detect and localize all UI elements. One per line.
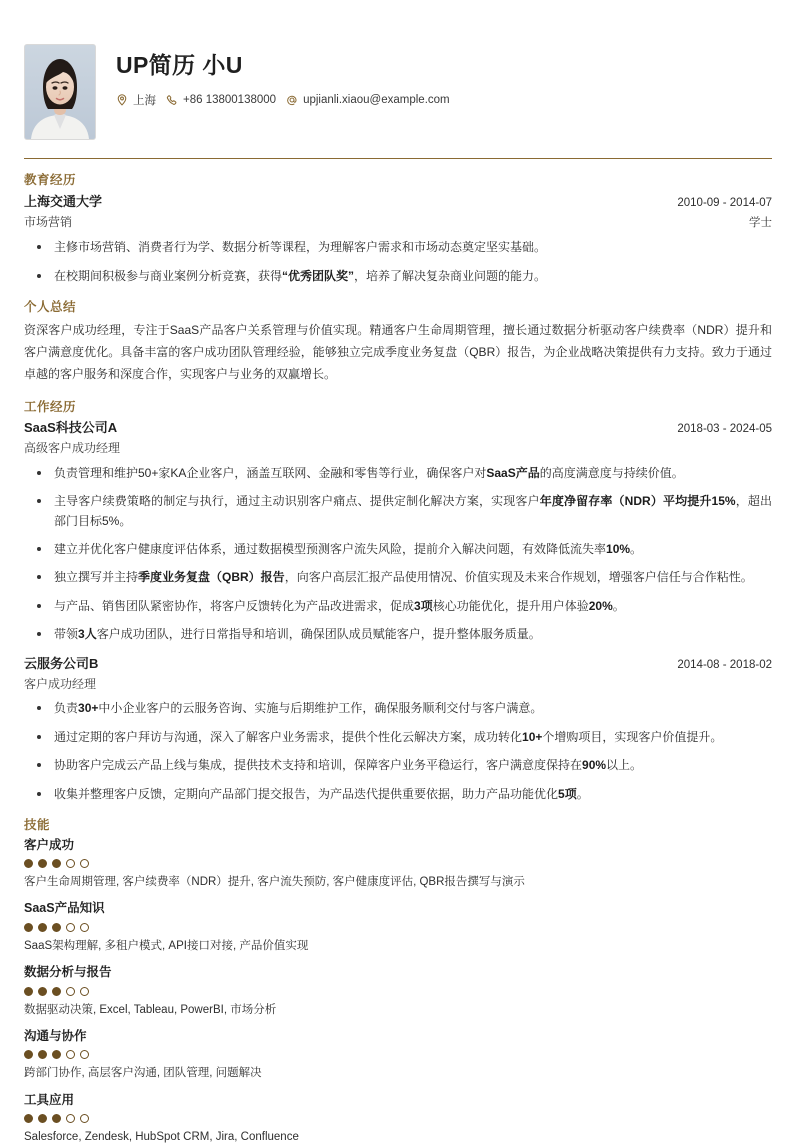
skill-dot-empty <box>80 987 89 996</box>
contact-location-value: 上海 <box>133 94 156 107</box>
skill-level-dots <box>24 1114 772 1123</box>
education-school: 上海交通大学 <box>24 193 103 209</box>
section-work <box>24 398 772 804</box>
work-bullets <box>24 699 772 804</box>
skill-dot-empty <box>66 923 75 932</box>
skill-dot-filled <box>52 1050 61 1059</box>
section-title-education: 教育经历 <box>24 173 77 187</box>
skill-dot-filled <box>24 1050 33 1059</box>
skill-dot-empty <box>66 1050 75 1059</box>
contact-list <box>116 92 772 108</box>
education-bullets <box>24 238 772 286</box>
skill-dot-filled <box>24 923 33 932</box>
bullet-item: 主修市场营销、消费者行为学、数据分析等课程，为理解客户需求和市场动态奠定坚实基础。 <box>24 238 772 257</box>
work-bullets <box>24 464 772 645</box>
skill-dot-filled <box>38 923 47 932</box>
skill-name: 数据分析与报告 <box>24 965 112 980</box>
identity-block <box>116 44 772 108</box>
education-major: 市场营销 <box>24 214 73 229</box>
skill-dot-empty <box>80 1114 89 1123</box>
skill-dot-filled <box>38 1050 47 1059</box>
bullet-item: 在校期间积极参与商业案例分析竞赛，获得“优秀团队奖”，培养了解决复杂商业问题的能力。 <box>24 267 772 286</box>
section-title-work: 工作经历 <box>24 399 77 414</box>
skill-keywords: 跨部门协作, 高层客户沟通, 团队管理, 问题解决 <box>24 1067 262 1080</box>
skill-dot-empty <box>66 987 75 996</box>
skill-dot-filled <box>38 1114 47 1123</box>
at-email-icon <box>286 94 298 106</box>
skill-item <box>24 900 772 955</box>
section-title-summary: 个人总结 <box>24 300 77 315</box>
education-date: 2010-09 - 2014-07 <box>677 196 772 209</box>
skill-dot-filled <box>24 859 33 868</box>
location-pin-icon <box>116 94 128 106</box>
skill-keywords: 客户生命周期管理, 客户续费率（NDR）提升, 客户流失预防, 客户健康度评估, QBR报告撰写与演示 <box>24 876 525 889</box>
work-role: 高级客户成功经理 <box>24 441 121 456</box>
candidate-name: UP简历 小U <box>116 52 243 78</box>
skill-name: SaaS产品知识 <box>24 901 105 916</box>
section-title-skills: 技能 <box>24 817 51 832</box>
education-entry <box>24 192 772 287</box>
skill-dot-filled <box>52 1114 61 1123</box>
section-skills <box>24 816 772 1146</box>
bullet-item: 负责管理和维护50+家KA企业客户，涵盖互联网、金融和零售等行业，确保客户对SaaS产品的高度满意度与持续价值。 <box>24 464 772 483</box>
education-degree: 学士 <box>749 216 772 229</box>
work-date: 2014-08 - 2018-02 <box>677 658 772 671</box>
header-divider <box>24 158 772 159</box>
skill-name: 沟通与协作 <box>24 1028 87 1043</box>
work-entry <box>24 418 772 644</box>
work-role: 客户成功经理 <box>24 676 97 691</box>
bullet-item: 主导客户续费策略的制定与执行，通过主动识别客户痛点、提供定制化解决方案，实现客户年度净留存率（NDR）平均提升15%，超出部门目标5%。 <box>24 492 772 531</box>
skill-item <box>24 1028 772 1083</box>
skill-dot-empty <box>80 1050 89 1059</box>
skill-dot-filled <box>52 923 61 932</box>
skill-list <box>24 837 772 1146</box>
contact-email-value: upjianli.xiaou@example.com <box>303 93 450 106</box>
skill-dot-filled <box>24 1114 33 1123</box>
skill-item <box>24 837 772 892</box>
skill-item <box>24 1092 772 1146</box>
skill-dot-empty <box>66 1114 75 1123</box>
skill-name: 工具应用 <box>24 1092 75 1107</box>
work-company: 云服务公司B <box>24 655 99 671</box>
skill-dot-empty <box>66 859 75 868</box>
skill-dot-empty <box>80 859 89 868</box>
work-job-list <box>24 418 772 804</box>
skill-dot-filled <box>38 859 47 868</box>
contact-phone-value: +86 13800138000 <box>183 93 277 106</box>
bullet-item: 收集并整理客户反馈，定期向产品部门提交报告，为产品迭代提供重要依据，助力产品功能优化5项。 <box>24 785 772 804</box>
contact-email <box>286 94 450 106</box>
bullet-item: 协助客户完成云产品上线与集成，提供技术支持和培训，保障客户业务平稳运行，客户满意度保持在90%以上。 <box>24 756 772 775</box>
bullet-item: 与产品、销售团队紧密协作，将客户反馈转化为产品改进需求，促成3项核心功能优化，提升用户体验20%。 <box>24 597 772 616</box>
skill-dot-empty <box>80 923 89 932</box>
bullet-item: 建立并优化客户健康度评估体系，通过数据模型预测客户流失风险，提前介入解决问题，有效降低流失率10%。 <box>24 540 772 559</box>
bullet-item: 通过定期的客户拜访与沟通，深入了解客户业务需求，提供个性化云解决方案，成功转化10+个增购项目，实现客户价值提升。 <box>24 728 772 747</box>
work-date: 2018-03 - 2024-05 <box>677 423 772 436</box>
summary-text: 资深客户成功经理，专注于SaaS产品客户关系管理与价值实现。精通客户生命周期管理，擅长通过数据分析驱动客户续费率（NDR）提升和客户满意度优化。具备丰富的客户成功团队管理经验，能够独立完成季度业务复盘（QBR）报告，为企业战略决策提供有力支持。致力于通过卓越的客户服务和深度合作，实现客户与业务的双赢增长。 <box>24 323 772 382</box>
phone-icon <box>166 94 178 106</box>
skill-name: 客户成功 <box>24 837 75 852</box>
skill-dot-filled <box>24 987 33 996</box>
bullet-item: 负责30+中小企业客户的云服务咨询、实施与后期维护工作，确保服务顺利交付与客户满意。 <box>24 699 772 718</box>
contact-location <box>116 92 156 108</box>
skill-level-dots <box>24 859 772 868</box>
skill-item <box>24 964 772 1019</box>
section-education <box>24 171 772 286</box>
skill-dot-filled <box>52 987 61 996</box>
resume-header <box>24 44 772 140</box>
skill-level-dots <box>24 987 772 996</box>
work-company: SaaS科技公司A <box>24 420 118 436</box>
contact-phone <box>166 94 276 106</box>
skill-level-dots <box>24 1050 772 1059</box>
skill-keywords: Salesforce, Zendesk, HubSpot CRM, Jira, Confluence <box>24 1131 299 1144</box>
avatar <box>24 44 96 140</box>
skill-level-dots <box>24 923 772 932</box>
skill-keywords: SaaS架构理解, 多租户模式, API接口对接, 产品价值实现 <box>24 939 309 952</box>
skill-dot-filled <box>52 859 61 868</box>
skill-keywords: 数据驱动决策, Excel, Tableau, PowerBI, 市场分析 <box>24 1003 277 1016</box>
bullet-item: 带领3人客户成功团队，进行日常指导和培训，确保团队成员赋能客户，提升整体服务质量。 <box>24 625 772 644</box>
bullet-item: 独立撰写并主持季度业务复盘（QBR）报告，向客户高层汇报产品使用情况、价值实现及未来合作规划，增强客户信任与合作粘性。 <box>24 568 772 587</box>
skill-dot-filled <box>38 987 47 996</box>
work-entry <box>24 654 772 804</box>
section-summary <box>24 298 772 385</box>
